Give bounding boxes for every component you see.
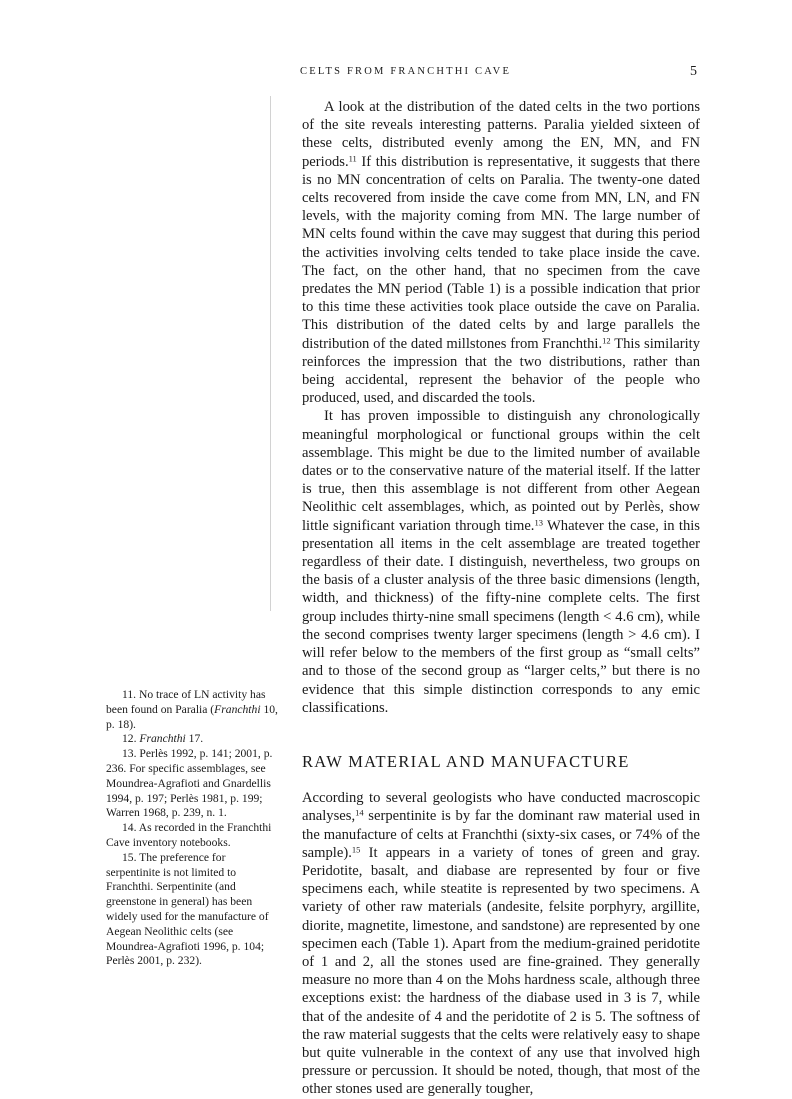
footnote-ref-11[interactable]: 11 xyxy=(348,152,357,163)
page-number: 5 xyxy=(690,64,697,79)
footnote-ref-15[interactable]: 15 xyxy=(351,844,361,855)
footnote-12: 12. Franchthi 17. xyxy=(122,732,204,746)
footnote-11: 11. No trace of LN activity has been found on Paralia (Franchthi 10, p. 18). xyxy=(106,688,278,731)
footnote-ref-12[interactable]: 12 xyxy=(602,334,611,345)
main-text xyxy=(302,98,700,1099)
footnote-ref-13[interactable]: 13 xyxy=(534,517,543,527)
running-head: CELTS FROM FRANCHTHI CAVE xyxy=(300,66,512,77)
section-heading: RAW MATERIAL AND MANUFACTURE xyxy=(302,751,630,771)
footnote-13: 13. Perlès 1992, p. 141; 2001, p. 236. For specific assemblages, see Moundrea-Agrafioti and Gnardellis 1994, p. 197; Perlès 1981, p. 199; Warren 1968, p. 239, n. 1. xyxy=(106,747,273,820)
footnotes xyxy=(106,688,282,969)
paragraph-distribution: A look at the distribution of the dated celts in the two portions of the site reveals interesting patterns. Paralia yielded sixteen of these celts, distributed evenly among the EN, MN, and FN periods.$^{11}$ If this distribution is representative, it suggests that there is no MN concentration of celts on Paralia. The twenty-one dated celts recovered from inside the cave come from MN, LN, and FN levels, with the majority coming from MN. The large number of MN celts found within the cave may suggest that during this period the activities involving celts tended to take place inside the cave. The fact, on the other hand, that no specimen from the cave predates the MN period (Table 1) is a possible indication that prior to this time these activities took place outside the cave on Paralia. This distribution of the dated celts by and large parallels the distribution of the dated millstones from Franchthi.$^{12}$ This similarity reinforces the impression that the two distributions, rather than being accidental, represent the behavior of the people who produced, used, and discarded the tools. xyxy=(302,99,700,407)
footnote-ref-14[interactable]: 14 xyxy=(355,807,364,818)
footnote-14: 14. As recorded in the Franchthi Cave inventory notebooks. xyxy=(106,821,272,849)
paragraph-groups: It has proven impossible to distinguish any chronologically meaningful morphological or functional groups within the celt assemblage. This might be due to the limited number of available dates or to the conservative nature of the material itself. If the latter is true, then this assemblage is not different from other Aegean Neolithic celt assemblages, which, as pointed out by Perlès, show little significant variation through time.$^{13}$ Whatever the case, in this presentation all items in the celt assemblage are treated together regardless of their date. I distinguish, nevertheless, two groups on the basis of a cluster analysis of the three basic dimensions (length, width, and thickness) of the fifty-nine complete celts. The first group includes thirty-nine small specimens (length < 4.6 cm), while the second comprises twenty larger specimens (length > 4.6 cm). I will refer below to the members of the first group as “small celts” and to those of the second group as “larger celts,” but there is no evidence that this simple distinction corresponds to any emic classifications. xyxy=(302,408,700,716)
footnote-15: 15. The preference for serpentinite is not limited to Franchthi. Serpentinite (and greenstone in general) has been widely used for the manufacture of Aegean Neolithic celts (see Moundrea-Agrafioti 1996, p. 104; Perlès 2001, p. 232). xyxy=(106,850,269,968)
paragraph-raw-material: According to several geologists who have conducted macroscopic analyses,$^{14}$ serpentinite is by far the dominant raw material used in the manufacture of celts at Franchthi (sixty-six cases, or 74% of the sample).$^{15}$ It appears in a variety of tones of green and gray. Peridotite, basalt, and diabase are represented by four or five specimens each, while steatite is represented by two specimens. A variety of other raw materials (andesite, felsite porphyry, argillite, diorite, magnetite, limestone, and sandstone) are represented by one specimen each (Table 1). Apart from the medium-grained peridotite of 1 and 2, all the stones used are fine-grained. They generally measure no more than 4 on the Mohs hardness scale, although three exceptions exist: the hardness of the diabase used in 3 is 7, while that of the andesite of 4 and the peridotite of 2 is 5. The softness of the raw material suggests that the celts were relatively easy to shape but quite vulnerable in the context of any use that involved high pressure or percussion. It should be noted, though, that most of the other stones used are generally tougher, xyxy=(302,790,700,1098)
column-rule xyxy=(270,96,271,611)
